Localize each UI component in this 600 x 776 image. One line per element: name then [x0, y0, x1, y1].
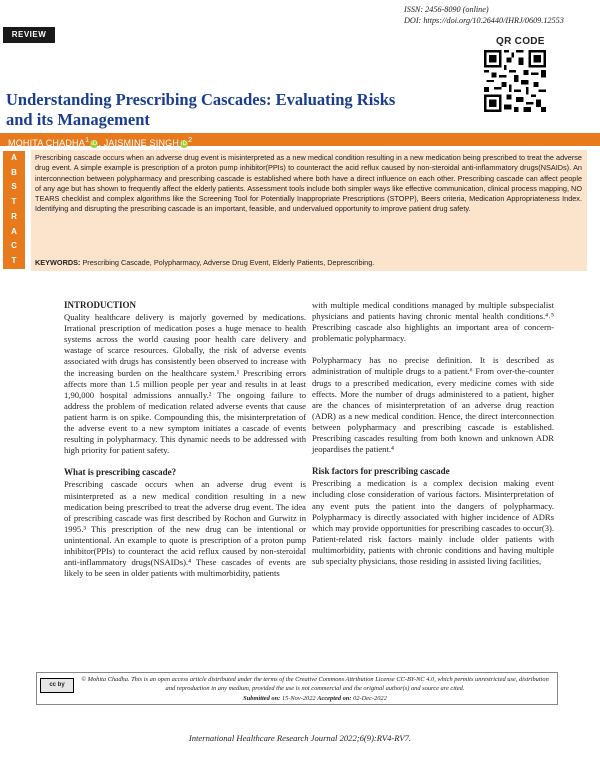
author-affiliation: 2: [188, 135, 193, 144]
keywords-label: KEYWORDS:: [35, 258, 81, 267]
license-statement: © Mohita Chadha. This is an open access article distributed under the terms of the Creative Commons Attribution License CC-BY-NC 4.0, which permits unrestricted use, distribution and reproduction in any medium, provided the use is not commercial and the original author(s) and source are cited.: [81, 676, 549, 693]
column-left: [64, 300, 306, 590]
accepted-date: 02-Dec-2022: [353, 694, 387, 702]
issn-doi-block: [404, 4, 564, 26]
paragraph: Prescribing a medication is a complex decision making event including close consideration of various factors. Misinterpretation of any event puts the patient into the dangers of polypharmacy. Polypharmacy is directly associated with higher incidence of ADRs which may provide opportunities for prescribing cascades to occur(3). Patient-related risk factors mainly include older patients with multimorbidity, patients with chronic conditions and having multiple sub specialty physicians, those residing in assisted living facilities,: [312, 478, 554, 566]
author-list: [8, 133, 192, 150]
qr-code-label: QR CODE: [496, 36, 545, 47]
journal-citation: International Healthcare Research Journal 2022;6(9):RV4-RV7.: [188, 733, 412, 743]
paragraph: Quality healthcare delivery is majorly governed by medications. Irrational prescription of medication poses a huge menace to health systems across the world causing poor health care delivery and wastage of scarce resources. Globally, the risk of adverse events associated with drugs has consistently been observed to increase with the increasing burden on the healthcare system.¹ Prescribing errors affects more than 1.5 million people per year and results in at least 1,90,000 hospital admissions annually.² The ongoing failure to address the problem of medication related adverse events that cause patient harm is on spike. Compounding this, the misinterpretation of the adverse event to a new symptom initiates a cascade of events resulting in polypharmacy. This dynamic needs to be addressed with high priority for patient safety.: [64, 312, 306, 456]
license-text: [78, 675, 552, 703]
section-heading-risk-factors: Risk factors for prescribing cascade: [312, 466, 450, 477]
abstract-letter: T: [11, 255, 17, 265]
article-title: Understanding Prescribing Cascades: Evaluating Risks and its Management: [6, 90, 396, 129]
column-right: [312, 300, 554, 578]
accepted-label: Accepted on:: [317, 694, 352, 702]
keywords-list: Prescribing Cascade, Polypharmacy, Adverse Drug Event, Elderly Patients, Deprescribing.: [82, 258, 375, 267]
abstract-letter: C: [11, 241, 17, 251]
submitted-date: 15-Nov-2022: [281, 694, 316, 702]
abstract-letter: A: [11, 153, 17, 162]
abstract-letter: A: [11, 226, 17, 236]
submitted-label: Submitted on:: [243, 694, 281, 702]
submission-dates: [78, 694, 552, 703]
author-separator: ,: [98, 138, 104, 148]
paragraph: Polypharmacy has no precise definition. It is described as administration of multiple drugs to a patient.⁶ From over-the-counter drugs to a prescribed medication, every medicine comes with side effects. More the number of drugs administered to a patient, higher are the chances of misinterpretation of an adverse drug reaction (ADR) as a new medical condition. Hence, the direct interconnection between polypharmacy and prescribing cascade is established. Prescribing cascades resulting from both known and unknown ADR jeopardises the patient.⁴: [312, 355, 554, 455]
author-name[interactable]: MOHITA CHADHA: [8, 138, 85, 148]
abstract-text: Prescribing cascade occurs when an adverse drug event is misinterpreted as a new medical condition resulting in a new medication being prescribed to treat the adverse drug event. A simple example is prescription of a proton pump inhibitor(PPIs) to counteract the acid reflux caused by non-steroidal anti-inflammatory drugs(NSAIDs). An interconnection between polypharmacy and prescribing cascade is established where both have a direct influence on each other. Prescribing cascade can affect people of any age but has shown to frequently affect the elderly patients. Assessment tools include both simpler ways like effective communication, clinical process mapping, NO TEARS checklist and complex algorithms like the Screening Tool for Potentially Inappropriate Prescriptions (STOPP), Beers criteria, Medication Appropriateness Index. Identifying and disrupting the prescribing cascade is an important, feasible, and undervalued opportunity to improve patient drug safety.: [35, 153, 582, 214]
issn-line: ISSN: 2456-8090 (online): [404, 5, 489, 14]
abstract-letter: T: [11, 197, 17, 207]
abstract-side-label: [3, 151, 25, 269]
keywords: [35, 258, 582, 268]
qr-code: [484, 50, 546, 112]
orcid-icon[interactable]: iD: [91, 140, 98, 147]
article-type-tag: REVIEW: [3, 27, 55, 43]
doi-link[interactable]: DOI: https://doi.org/10.26440/IHRJ/0609.12553: [404, 16, 564, 25]
orcid-icon[interactable]: iD: [181, 140, 188, 147]
author-affiliation: 1: [84, 135, 90, 144]
section-heading-introduction: INTRODUCTION: [64, 300, 137, 310]
paragraph: Prescribing cascade occurs when an adverse drug event is misinterpreted as a new medical condition resulting in a new medication being prescribed to treat the adverse drug event. The idea of prescribing cascade was first described by Rochon and Gurwitz in 1995.³ This prescription of the new drug can be intentional or unintentional. An example to quote is prescription of a proton pump inhibitor(PPIs) to counteract the acid reflux caused by non-steroidal anti-inflammatory drugs(NSAIDs).⁴ These cascades of events are likely to be seen in older patients with multimorbidity, patients: [64, 479, 306, 579]
author-name[interactable]: JAISMINE SINGH: [103, 138, 180, 148]
abstract-letter: R: [11, 211, 17, 221]
section-heading-what-is: What is prescribing cascade?: [64, 467, 177, 478]
paragraph: with multiple medical conditions managed by multiple subspecialist physicians and patients having chronic mental health conditions.⁴˒⁵ Prescribing cascade also highlights an important area of concern- problematic polypharmacy.: [312, 300, 554, 344]
abstract-letter: B: [11, 167, 17, 177]
cc-license-icon[interactable]: cc by: [40, 678, 74, 693]
abstract-letter: S: [11, 182, 17, 192]
